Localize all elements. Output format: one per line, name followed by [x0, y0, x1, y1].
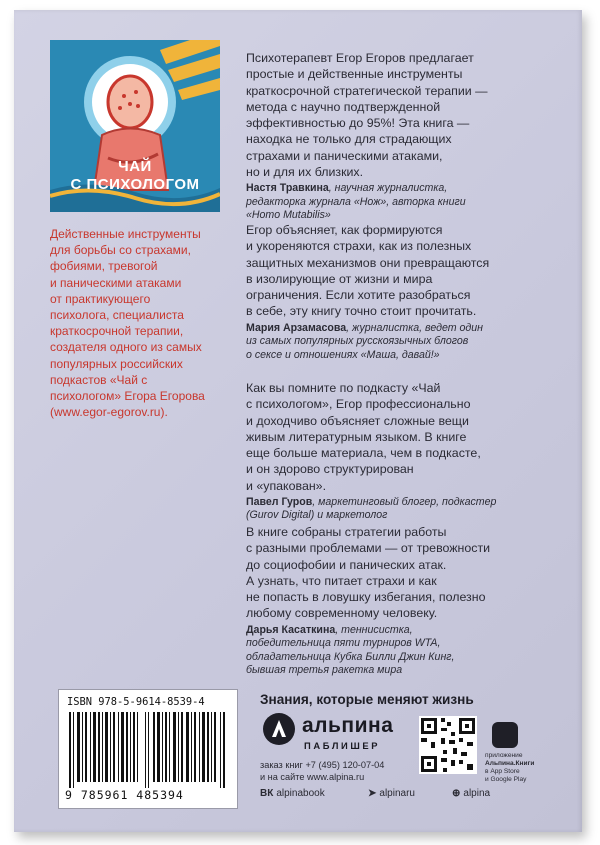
review-text-line: и укореняются страхи, как из полезных	[246, 239, 472, 254]
barcode-bars	[69, 712, 227, 788]
review-author: Дарья Касаткина	[246, 623, 336, 636]
review-role-line: бывшая третья ракетка мира	[246, 664, 403, 676]
description-line: психологом» Егора Егорова	[50, 389, 205, 404]
review-attribution	[246, 624, 546, 678]
description-line: подкастов «Чай с	[50, 372, 148, 387]
publisher-subtitle: ПАБЛИШЕР	[304, 740, 381, 751]
app-promo-line: Альпина.Книги	[485, 760, 535, 767]
podcast-title-line1: ЧАЙ	[118, 158, 152, 175]
review-text-line: в себе, эту книгу точно стоит прочитать.	[246, 304, 477, 319]
publisher-contacts	[260, 759, 384, 783]
isbn-label: ISBN 978-5-9614-8539-4	[67, 696, 205, 708]
barcode	[58, 689, 238, 809]
review-role-line: (Gurov Digital) и маркетолог	[246, 509, 388, 522]
review-text-line: до социофобии и панических атак.	[246, 557, 447, 572]
review-2	[246, 222, 546, 362]
review-author: Настя Травкина	[246, 182, 329, 195]
review-text-line: с разными проблемами — от тревожности	[246, 541, 491, 556]
publisher-slogan: Знания, которые меняют жизнь	[260, 692, 474, 707]
review-role-line: , теннисистка,	[335, 623, 413, 636]
qr-code-icon	[419, 716, 477, 774]
review-attribution	[246, 496, 546, 523]
description-line: Действенные инструменты	[50, 227, 201, 241]
alpina-logo-icon	[262, 712, 296, 746]
social-handle: alpina	[463, 788, 491, 799]
review-role-line: победительница пяти турниров WTA,	[246, 637, 441, 650]
podcast-title-line2: С ПСИХОЛОГОМ	[70, 176, 200, 193]
review-text-line: метода с научно подтвержденной	[246, 99, 441, 114]
review-text-line: с психологом», Егор профессионально	[246, 397, 471, 412]
review-text-line: и «упакован».	[246, 478, 327, 493]
review-3	[246, 380, 546, 523]
plus-icon: ⊕	[452, 788, 461, 799]
description-line: краткосрочной терапии,	[50, 324, 184, 339]
review-text-line: простые и действенные инструменты	[246, 67, 463, 82]
publisher-website: и на сайте www.alpina.ru	[260, 772, 365, 782]
review-4	[246, 524, 546, 677]
review-attribution	[246, 322, 546, 362]
order-phone: заказ книг +7 (495) 120-07-04	[260, 760, 385, 770]
review-text-line: ограничения. Если хотите разобраться	[246, 288, 471, 303]
social-vk	[260, 788, 325, 799]
description-line: создателя одного из самых	[50, 340, 202, 355]
podcast-cover-thumbnail	[50, 40, 220, 212]
app-promo-line: приложение	[485, 752, 523, 759]
app-icon	[492, 722, 518, 748]
review-role-line: о сексе и отношениях «Маша, давай!»	[246, 348, 440, 361]
description-line: популярных российских	[50, 356, 183, 371]
description-line: от практикующего	[50, 291, 151, 306]
review-text-line: живым литературным языком. В книге	[246, 429, 467, 444]
telegram-icon: ➤	[368, 788, 377, 799]
review-text-line: Как вы помните по подкасту «Чай	[246, 381, 441, 395]
publisher-name: альпина	[302, 714, 394, 737]
vk-icon: ВК	[260, 788, 274, 799]
review-text-line: не попасть в ловушку избегания, полезно	[246, 590, 486, 605]
review-text-line: Егор объясняет, как формируются	[246, 223, 443, 237]
description-line: психолога, специалиста	[50, 308, 184, 323]
app-promo-line: и Google Play	[485, 776, 527, 783]
review-role-line: , журналистка, ведет один	[346, 321, 483, 334]
review-text-line: В книге собраны стратегии работы	[246, 525, 447, 539]
review-role-line: редакторка журнала «Нож», авторка книги	[246, 195, 466, 208]
review-author: Павел Гуров	[246, 496, 313, 509]
social-handle: alpinaru	[379, 788, 415, 799]
review-text-line: любому современному человеку.	[246, 606, 438, 621]
review-text-line: А узнать, что питает страхи и как	[246, 573, 437, 588]
social-telegram	[368, 788, 415, 799]
review-attribution	[246, 182, 546, 222]
app-promo-line: в App Store	[485, 768, 520, 775]
review-role-line: «Homo Mutabilis»	[246, 209, 331, 222]
description-line: и паническими атаками	[50, 275, 182, 290]
social-handle: alpinabook	[276, 788, 325, 799]
review-text-line: страхами и паническими атаками,	[246, 148, 443, 163]
book-description	[50, 226, 230, 420]
review-role-line: из самых популярных русскоязычных блогов	[246, 335, 469, 348]
review-1	[246, 50, 546, 223]
review-author: Мария Арзамасова	[246, 321, 347, 334]
review-text-line: эффективностью до 95%! Эта книга —	[246, 116, 470, 131]
review-text-line: еще больше материала, чем в подкасте,	[246, 446, 481, 461]
description-line: для борьбы со страхами,	[50, 243, 191, 258]
description-line: фобиями, тревогой	[50, 259, 158, 274]
review-text-line: и доходчиво объясняет сложные вещи	[246, 413, 469, 428]
podcast-cover-title	[50, 158, 220, 194]
review-text-line: находка не только для страдающих	[246, 132, 452, 147]
review-text-line: Психотерапевт Егор Егоров предлагает	[246, 51, 474, 65]
review-text-line: но и для их близких.	[246, 165, 364, 180]
review-role-line: , научная журналистка,	[328, 182, 448, 195]
social-alpina	[452, 788, 490, 799]
review-role-line: обладательница Кубка Билли Джин Кинг,	[246, 650, 455, 663]
review-text-line: краткосрочной стратегической терапии —	[246, 83, 488, 98]
description-line: (www.egor-egorov.ru).	[50, 405, 168, 420]
barcode-number: 9 785961 485394	[65, 788, 184, 802]
app-promo	[485, 752, 534, 784]
review-text-line: защитных механизмов они превращаются	[246, 255, 490, 270]
review-text-line: и он здорово структурирован	[246, 462, 414, 477]
review-text-line: в изолирующие от жизни и мира	[246, 271, 433, 286]
review-role-line: , маркетинговый блогер, подкастер	[312, 496, 497, 509]
